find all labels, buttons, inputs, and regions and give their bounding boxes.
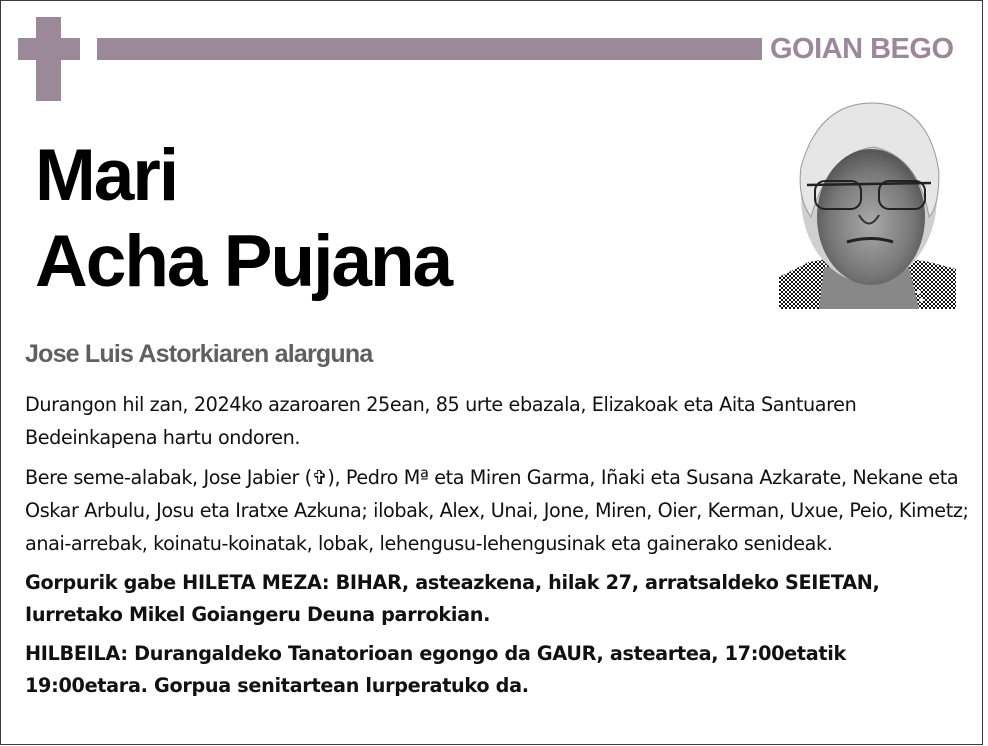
surname: Acha Pujana [35,221,452,302]
wake-info: HILBEILA: Durangaldeko Tanatorioan egongo da GAUR, asteartea, 17:00etatik 19:00etara. Gorpua senitartean lurperatuko da. [25,642,847,697]
funeral-mass-info: Gorpurik gabe HILETA MEZA: BIHAR, asteazkena, hilak 27, arratsaldeko SEIETAN, Iurretako Mikel Goiangeru Deuna parrokian. [25,571,880,626]
cross-horizontal [18,38,80,60]
portrait-photo [779,97,956,309]
obituary-body [25,388,970,709]
relation-subtitle: Jose Luis Astorkiaren alarguna [25,340,373,368]
deceased-name [35,133,451,305]
header-rule [97,38,762,60]
brand-label: GOIAN BEGO [770,33,954,65]
family-list: Bere seme-alabak, Jose Jabier (✞), Pedro Mª eta Miren Garma, Iñaki eta Susana Azkarate, Nekane eta Oskar Arbulu, Josu eta Iratxe Azkuna; ilobak, Alex, Unai, Jone, Miren, Oier, Kerman, Uxue, Peio, Kimetz; anai-arrebak, koinatu-koinatak, lobak, lehengusu-lehengusinak eta gainerako senideak. [25,466,969,555]
first-name: Mari [35,135,178,216]
death-notice: Durangon hil zan, 2024ko azaroaren 25ean, 85 urte ebazala, Elizakoak eta Aita Santuaren Bedeinkapena hartu ondoren. [25,393,857,449]
